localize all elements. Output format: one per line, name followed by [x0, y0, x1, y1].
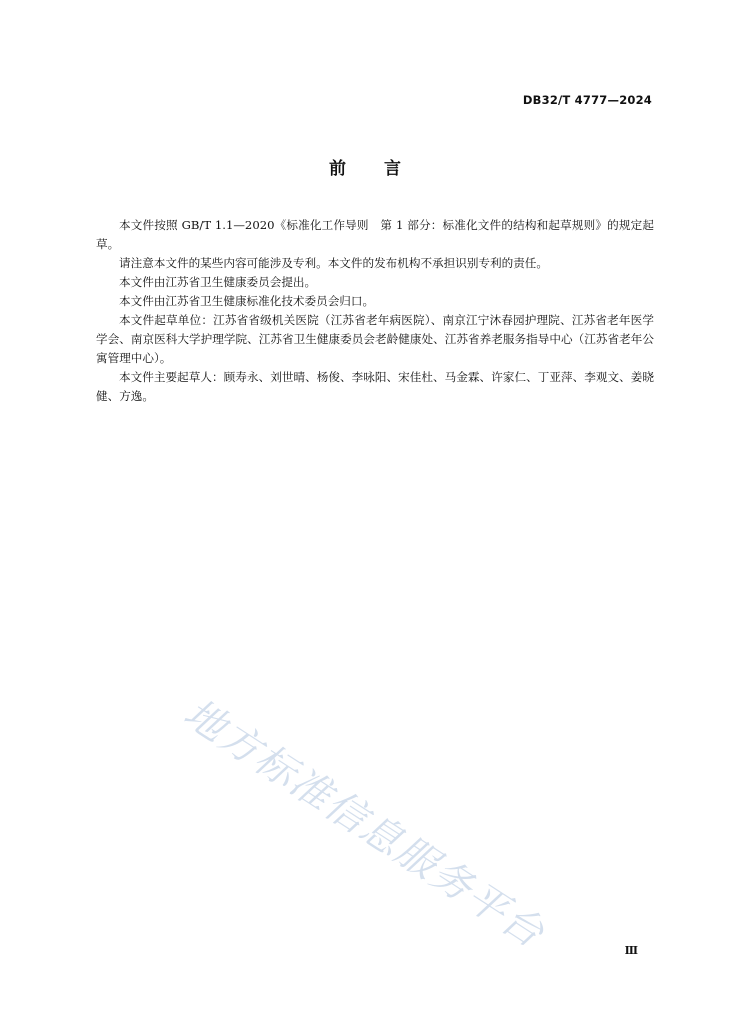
standard-number: DB32/T 4777—2024	[522, 93, 652, 107]
paragraph-proposer: 本文件由江苏省卫生健康委员会提出。	[119, 275, 317, 289]
paragraph-centralized-unit: 本文件由江苏省卫生健康标准化技术委员会归口。	[119, 294, 375, 308]
paragraph-main-drafters: 本文件主要起草人：顾寿永、刘世晴、杨俊、李咏阳、宋佳杜、马金霖、许家仁、丁亚萍、李观文、姜晓健、方逸。	[96, 370, 654, 403]
page-number: Ⅲ	[624, 944, 638, 957]
foreword-body	[96, 216, 654, 406]
paragraph-drafting-rules: 本文件按照 GB/T 1.1—2020《标准化工作导则 第 1 部分：标准化文件的结构和起草规则》的规定起草。	[96, 218, 654, 251]
page-title: 前言	[329, 159, 439, 179]
paragraph-drafting-units: 本文件起草单位：江苏省省级机关医院（江苏省老年病医院）、南京江宁沐春园护理院、江苏省老年医学学会、南京医科大学护理学院、江苏省卫生健康委员会老龄健康处、江苏省养老服务指导中心（江苏省老年公寓管理中心）。	[96, 313, 654, 365]
paragraph-patent-notice: 请注意本文件的某些内容可能涉及专利。本文件的发布机构不承担识别专利的责任。	[119, 256, 548, 270]
watermark: 地方标准信息服务平台	[175, 690, 553, 958]
